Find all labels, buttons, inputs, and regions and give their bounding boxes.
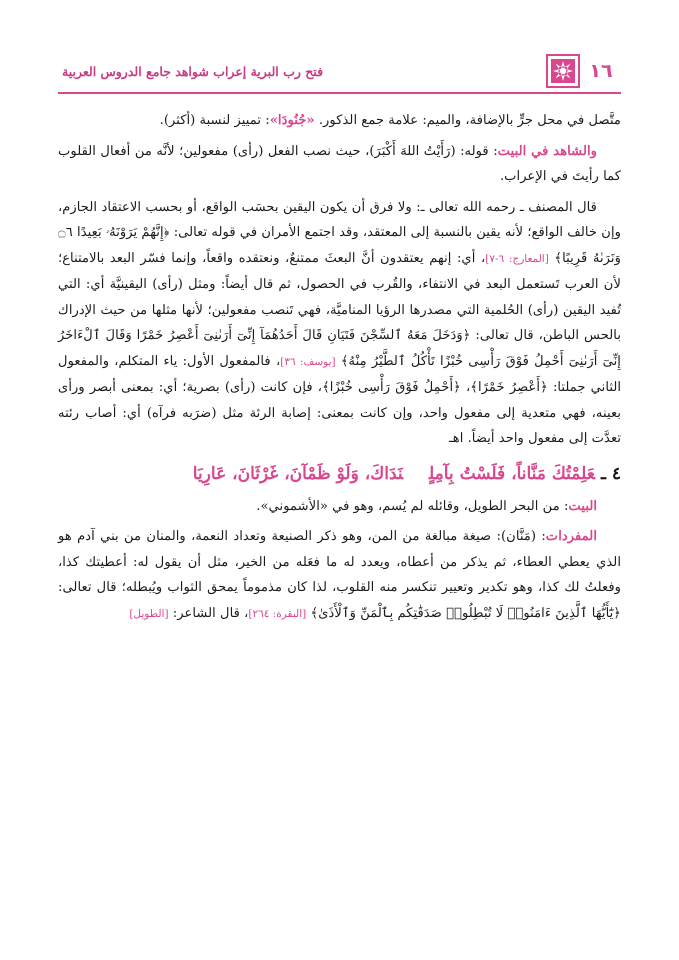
text: ، فالمفعول الأول: ياء المتكلم، والمفعول الثاني جملتا: [58, 353, 622, 395]
vocabulary-paragraph [58, 524, 621, 627]
text: : تمييز لنسبة (أكثر). [159, 113, 270, 128]
page-number: ١٦ [589, 60, 613, 82]
witness-paragraph [58, 139, 621, 190]
text: ، قال الشاعر: [168, 605, 249, 621]
text: قال المصنف ـ رحمه الله تعالى ـ: ولا فرق أن يكون اليقين بحسَب الواقع، أو بحسب الاعتقاد الجازم، وإن خالف الواقع؛ لأنه يقين بالنسبة إلى المعتقد، وقد اجتمع الأمران في قوله تعالى: [58, 199, 621, 240]
citation: [البقرة: ٢٦٤] [248, 607, 307, 620]
verse-info-paragraph [58, 494, 621, 520]
paragraph-1 [58, 108, 621, 134]
citation: [يوسف: ٣٦] [280, 355, 336, 368]
highlighted-word: «جُنُودَا» [269, 113, 315, 128]
header-start [539, 53, 621, 89]
page-body [58, 108, 621, 627]
section-label: البيت [568, 498, 597, 514]
quran-quote: ﴿إِنَّهُمْ يَرَوْنَهُۥ بَعِيدًا ۝٦ وَنَرَىٰهُ قَرِيبًا﴾ [58, 225, 621, 266]
section-label: المفردات [545, 529, 597, 544]
text: متَّصل في محل جرٍّ بالإضافة، والميم: علامة جمع الذكور. [314, 113, 621, 128]
ornament-star-icon [545, 53, 581, 89]
verse-number: ٤ ـ [600, 463, 621, 484]
verse-hemistich: عَلِمْتُكَ مَنَّاناً، فَلَسْتُ بِآمِلٍ [429, 463, 595, 484]
verse-hemistich: نَدَاكَ، وَلَوْ ظَمْآنَ، غَرْثَانَ، عَارِيَا [192, 463, 403, 484]
poetry-verse [58, 460, 621, 488]
page-header [58, 50, 621, 94]
text: : من البحر الطويل، وقائله لم يُسم، وهو في «الأشموني». [256, 498, 569, 514]
text: ، [460, 380, 471, 395]
text: : (مَنَّان): صيغة مبالغة من المن، وهو ذكر الصنيعة وتعداد النعمة، والمنان من بني آدم هو الذي يعطي العطاء، ثم يذكر من أعطاه، ويعدد له ما فعَله من الخير، مثل أن يقول له: أعطيتك كذا، وفعلتُ لك كذا، وهو تكدير وتعيير تنكسر منه القلوب، لذا كان مذموماً يمحق الثواب ويُبطله؛ قال تعالى: [58, 529, 621, 595]
text: ، فإن كانت (رأى) بصرية؛ أي: بمعنى أبصر ورأى بعينه، فهي متعدية إلى مفعول واحد، وإن كانت بمعنى: إصابة الرئة مثل (ضرَبه فرآه) أي: أصاب رئته تعدَّت إلى مفعول واحد أيضاً. اهـ [58, 380, 621, 446]
author-quote-paragraph [58, 195, 621, 452]
quran-quote: ﴿وَدَخَلَ مَعَهُ ٱلسِّجْنَ فَتَيَانِ قَالَ أَحَدُهُمَآ إِنِّىٓ أَرَىٰنِىٓ أَعْصِرُ خَمْرًا وَقَالَ ٱلْءَاخَرُ إِنِّىٓ أَرَىٰنِىٓ أَحْمِلُ فَوْقَ رَأْسِى خُبْزًا تَأْكُلُ ٱلطَّيْرُ مِنْهُ﴾ [58, 328, 621, 369]
text: : قوله: (رَأَيْتُ اللهَ أَكْبَرَ)، حيث نصب الفعل (رأى) مفعولين؛ لأنَّه من أفعال القلوب كما رأيتَ في الإعراب. [58, 143, 621, 184]
quran-quote: ﴿أَحْمِلُ فَوْقَ رَأْسِى خُبْزًا﴾ [322, 380, 461, 395]
section-label: والشاهد في البيت [497, 143, 598, 159]
book-title: فتح رب البرية إعراب شواهد جامع الدروس العربية [62, 63, 324, 79]
citation: [المعارج: ٦-٧] [485, 252, 549, 265]
text: ، أي: إنهم يعتقدون أنَّ البعثَ ممتنعٌ، ونعتقده واقعاً، وإنما فسّر البعد بالامتناع؛ لأن العرب تَستعمل البعد في الانتفاء، والقُرب في الحصول، ثم قال أيضاً: ومثل (رأى) اليقينيَّة أي: التي تُفيد اليقين (رأى) الحُلمية التي مصدرها الرؤيا المناميَّة، فهي تَنصب مفعولين؛ لأنها مثلها من حيث الإدراك بالحس الباطن، قال تعالى: [58, 250, 621, 343]
quran-quote: ﴿أَعْصِرُ خَمْرًا﴾ [470, 380, 548, 395]
meter-label: [الطويل] [129, 607, 169, 620]
quran-quote: ﴿يَٰٓأَيُّهَا ٱلَّذِينَ ءَامَنُوا۟ لَا تُبْطِلُوا۟ صَدَقَٰتِكُم بِٱلْمَنِّ وَٱلْأَذَىٰ﴾ [310, 605, 621, 621]
